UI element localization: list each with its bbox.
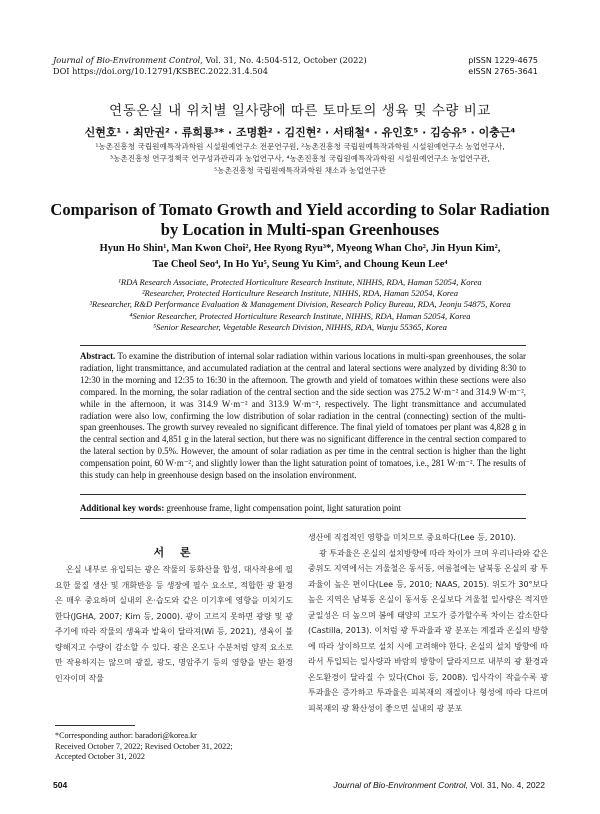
- affiliation-line: ⁴Senior Researcher, Protected Horticulture Research Institute, NIHHS, RDA, Haman 52054, Korea: [129, 310, 471, 321]
- footer-journal-name: Journal of Bio-Environment Control,: [333, 780, 468, 790]
- korean-affiliation: ¹농촌진흥청 국립원예특작과학원 시설원예연구소 전문연구원, ²농촌진흥청 국립원예특작과학원 시설원예연구소 농업연구사,: [95, 142, 505, 151]
- keywords-list: greenhouse frame, light compensation point, light saturation point: [164, 503, 401, 513]
- keywords: [80, 503, 526, 513]
- doi-link[interactable]: DOI https://doi.org/10.12791/KSBEC.2022.31.4.504: [53, 66, 268, 76]
- body-paragraph: 온실 내부로 유입되는 광은 작물의 동화산물 합성, 대사작용에 필요한 물질 생산 및 개화반응 등 생장에 필수 요소로, 적합한 광 환경은 매우 중요하며 실내의 온·습도와 같은 미기후에 영향을 미치기도 한다(JGHA, 2007; Kim 등, 2000). 광이 고르지 못하면 광량 및 광주기에 따라 작물의 생육과 발육이 달라져(Wi 등, 2021), 생육이 불량해지고 수량이 감소할 수 있다. 광은 온도나 수분처럼 양적 요소로만 작용하지는 않으며 광질, 광도, 명암주기 등의 영향을 받는 환경 인자이며 작물: [55, 565, 293, 683]
- page-footer: [53, 780, 545, 790]
- abstract-label: Abstract.: [80, 351, 116, 361]
- abstract-bottom-rule: [80, 494, 526, 495]
- author-line: Tae Cheol Seo⁴, In Ho Yu⁵, Seung Yu Kim⁵, and Choung Keun Lee⁴: [152, 259, 448, 270]
- header-citation: [53, 55, 367, 77]
- page-number: 504: [53, 780, 68, 790]
- received-date: Received October 7, 2022; Revised October 31, 2022;: [55, 741, 233, 751]
- left-column: [55, 562, 293, 686]
- korean-affiliations: [60, 141, 540, 177]
- body-paragraph: 생산에 직접적인 영향을 미치므로 중요하다(Lee 등, 2010).: [308, 533, 516, 542]
- korean-affiliation: ⁵농촌진흥청 국립원예특작과학원 채소과 농업연구관: [214, 166, 386, 175]
- english-title: Comparison of Tomato Growth and Yield according to Solar Radiation by Location in Multi-span Greenhouses: [50, 200, 550, 239]
- body-paragraph: 광 투과율은 온실의 설치방향에 따라 차이가 크며 우리나라와 같은 중위도 지역에서는 겨울철은 동서동, 여름철에는 남북동 온실의 광 투과율이 높은 편이다(Lee 등, 2010; NAAS, 2015). 위도가 30°보다 높은 지역은 남북동 온실이 동서동 온실보다 겨울철 일사량은 적지만 균일성은 더 높으며 봄에 태양의 고도가 증가할수록 차이는 감소한다(Castilla, 2013). 이처럼 광 투과율과 광 분포는 계절과 온실의 방향에 따라 상이하므로 설치 시에 고려해야 한다. 온실의 설치 방향에 따라서 투입되는 일사량과 바람의 방향이 달라지므로 내부의 광 환경과 온도환경이 달라질 수 있다(Choi 등, 2008). 입사각이 작을수록 광 투과율은 증가하고 투과율은 피복재의 재질이나 형성에 따라 다르며 피복재의 광 확산성이 좋으면 실내의 광 분포: [308, 548, 548, 713]
- volume-info: Vol. 31, No. 4:504-512, October (2022): [202, 55, 367, 65]
- korean-title: 연동온실 내 위치별 일사량에 따른 토마토의 생육 및 수량 비교: [109, 103, 491, 119]
- abstract: [80, 351, 526, 482]
- section-heading: 서 론: [153, 546, 197, 559]
- affiliation-line: ²Researcher, Protected Horticulture Research Institute, NIHHS, RDA, Haman 52054, Korea: [141, 288, 459, 299]
- footnote: [55, 731, 293, 763]
- keywords-bottom-rule: [80, 518, 526, 519]
- abstract-body: To examine the distribution of internal solar radiation within various locations in multi-span greenhouses, the solar radiation, light transmittance, and accumulated radiation at the central and lateral sections were analyzed by dividing 8:30 to 12:30 in the morning and 12:35 to 16:30 in the afternoon. The growth and yield of tomatoes within these sections were also compared. In the morning, the solar radiation of the central section and the side section was 275.2 W·m⁻² and 314.9 W·m⁻², while in the afternoon, it was 314.9 W·m⁻² and 313.9 W·m⁻², respectively. The light transmittance and accumulated radiation were also low, confirming the low distribution of solar radiation in the central (connecting) section of the multi-span greenhouses. The growth survey revealed no significant difference. The final yield of tomatoes per plant was 4,828 g in the central section and 4,851 g in the lateral section, but there was no significant difference in the central section compared to the lateral section by 0.5%. However, the amount of solar radiation as per time in the central section is higher than the light compensation point, 60 W·m⁻², and slightly lower than the light saturation point of tomatoes, i.e., 281 W·m⁻². The results of this study can help in greenhouse design based on the insolation environment.: [80, 351, 526, 481]
- english-authors: [40, 241, 560, 273]
- running-header: [53, 55, 538, 77]
- accepted-date: Accepted October 31, 2022: [55, 752, 146, 761]
- affiliation-line: ³Researcher, R&D Performance Evaluation & Management Division, Research Policy Bureau, RDA, Jeonju 54875, Korea: [89, 299, 511, 310]
- korean-affiliation: ³농촌진흥청 연구정책국 연구성과관리과 농업연구사, ⁴농촌진흥청 국립원예특작과학원 시설원예연구소 농업연구관,: [110, 154, 490, 163]
- author-line: Hyun Ho Shin¹, Man Kwon Choi², Hee Ryong Ryu³*, Myeong Whan Cho², Jin Hyun Kim²,: [99, 243, 501, 254]
- footer-journal: [333, 780, 545, 790]
- keywords-label: Additional key words:: [80, 503, 165, 513]
- right-column: [308, 530, 548, 716]
- footnote-rule: [55, 725, 135, 726]
- affiliation-line: ¹RDA Research Associate, Protected Horticulture Research Institute, NIHHS, RDA, Haman 52054, Korea: [118, 277, 482, 287]
- english-affiliations: [40, 277, 560, 333]
- journal-name: Journal of Bio-Environment Control,: [53, 55, 203, 65]
- corresponding-author: *Corresponding author: baradori@korea.kr: [55, 731, 197, 740]
- pissn: pISSN 1229-4675: [468, 56, 538, 65]
- footer-volume: Vol. 31, No. 4, 2022: [467, 780, 545, 790]
- korean-authors: 신현호¹ · 최만권² · 류희룡³* · 조명환² · 김진현² · 서태철⁴ · 유인호⁵ · 김승유⁵ · 이충근⁴: [84, 126, 516, 139]
- eissn: eISSN 2765-3641: [468, 67, 538, 76]
- abstract-top-rule: [80, 345, 526, 346]
- issn-block: [468, 55, 538, 77]
- affiliation-line: ⁵Senior Researcher, Vegetable Research Division, NIHHS, RDA, Wanju 55365, Korea: [153, 321, 447, 332]
